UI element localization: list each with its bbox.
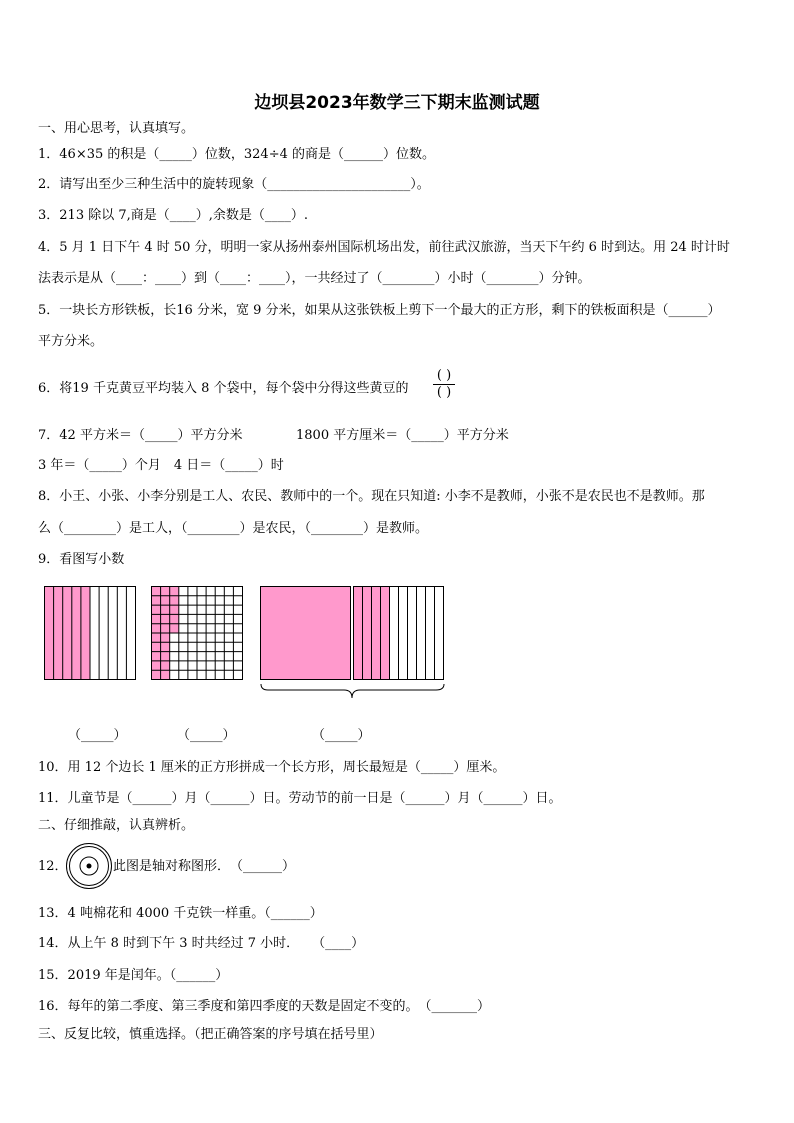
question-16: 16．每年的第二季度、第三季度和第四季度的天数是固定不变的。 （_______）	[38, 999, 491, 1014]
shaded-cell	[170, 614, 179, 623]
answer-blank-2: （_____）	[177, 728, 236, 743]
question-4-line-2: 法表示是从（____：____）到（____：____），一共经过了（________）小时（________）分钟。	[38, 271, 591, 286]
shaded-cell	[170, 596, 179, 605]
shaded-cell	[152, 624, 161, 633]
shaded-cell	[161, 596, 170, 605]
shaded-cell	[161, 670, 170, 679]
section-heading-2: 二、仔细推敲，认真辨析。	[38, 818, 195, 833]
question-11: 11．儿童节是（______）月（______）日。劳动节的前一日是（______）月（______）日。	[38, 791, 562, 806]
figure-strips-1	[44, 586, 138, 682]
question-3: 3．213 除以 7,商是（____）,余数是（____）.	[38, 208, 309, 223]
shaded-cell	[152, 661, 161, 670]
question-15: 15．2019 年是闰年。（______）	[38, 968, 229, 983]
full-square	[261, 587, 351, 680]
shaded-cell	[152, 596, 161, 605]
question-8-line-2: 么（________）是工人，（________）是农民，（________）是教师。	[38, 521, 429, 536]
question-10: 10．用 12 个边长 1 厘米的正方形拼成一个长方形，周长最短是（_____）厘米。	[38, 760, 506, 775]
shaded-cell	[161, 614, 170, 623]
shaded-cell	[170, 587, 179, 596]
shaded-cell	[161, 652, 170, 661]
question-13: 13．4 吨棉花和 4000 千克铁一样重。（______）	[38, 906, 323, 921]
shaded-cell	[161, 661, 170, 670]
shaded-cell	[152, 633, 161, 642]
question-7-a-2: 1800 平方厘米＝（_____）平方分米	[296, 428, 509, 443]
shaded-cell	[170, 605, 179, 614]
question-7-a-1: 7．42 平方米＝（_____）平方分米	[38, 428, 243, 443]
fraction	[433, 368, 455, 401]
question-8-line-1: 8．小王、小张、小李分别是工人、农民、教师中的一个。现在只知道: 小李不是教师，小张不是农民也不是教师。那	[38, 489, 705, 504]
shaded-cell	[161, 642, 170, 651]
shaded-cell	[161, 624, 170, 633]
concentric-circles-figure	[65, 842, 113, 890]
shaded-cell	[152, 587, 161, 596]
question-12-text: 此图是轴对称图形． （______）	[113, 859, 296, 874]
shaded-cell	[170, 624, 179, 633]
shaded-cell	[152, 642, 161, 651]
brace	[261, 684, 444, 698]
shaded-cell	[161, 633, 170, 642]
question-12-number: 12．	[38, 859, 68, 874]
shaded-cell	[152, 614, 161, 623]
question-4-line-1: 4．5 月 1 日下午 4 时 50 分，明明一家从扬州泰州国际机场出发，前往武汉旅游，当天下午约 6 时到达。用 24 时计时	[38, 240, 730, 255]
question-14: 14．从上午 8 时到下午 3 时共经过 7 小时． （____）	[38, 936, 365, 951]
fraction-denominator: ( )	[436, 385, 452, 400]
shaded-region	[45, 587, 90, 680]
section-heading-1: 一、用心思考，认真填写。	[38, 121, 195, 136]
section-heading-3: 三、反复比较，慎重选择。（把正确答案的序号填在括号里）	[38, 1027, 383, 1042]
fraction-numerator: ( )	[433, 368, 455, 385]
figure-square-and-strips	[258, 586, 448, 702]
shaded-cell	[161, 587, 170, 596]
question-9: 9．看图写小数	[38, 552, 125, 567]
figure-grid-hundred	[151, 586, 245, 682]
question-5-line-1: 5．一块长方形铁板，长16 分米，宽 9 分米，如果从这张铁板上剪下一个最大的正方形，剩下的铁板面积是（______）	[38, 303, 721, 318]
question-5-line-2: 平方分米。	[38, 334, 104, 349]
question-6: 6．将19 千克黄豆平均装入 8 个袋中，每个袋中分得这些黄豆的	[38, 381, 409, 396]
shaded-cell	[152, 605, 161, 614]
page-title: 边坝县2023年数学三下期末监测试题	[254, 93, 540, 113]
shaded-cell	[152, 670, 161, 679]
answer-blank-1: （_____）	[68, 728, 127, 743]
question-1: 1．46×35 的积是（_____）位数，324÷4 的商是（______）位数。	[38, 147, 435, 162]
question-2: 2．请写出至少三种生活中的旋转现象（______________________）。	[38, 177, 430, 192]
shaded-cell	[152, 652, 161, 661]
answer-blank-3: （_____）	[312, 728, 371, 743]
shaded-cell	[161, 605, 170, 614]
question-7-b: 3 年＝（_____）个月 4 日＝（_____）时	[38, 458, 284, 473]
